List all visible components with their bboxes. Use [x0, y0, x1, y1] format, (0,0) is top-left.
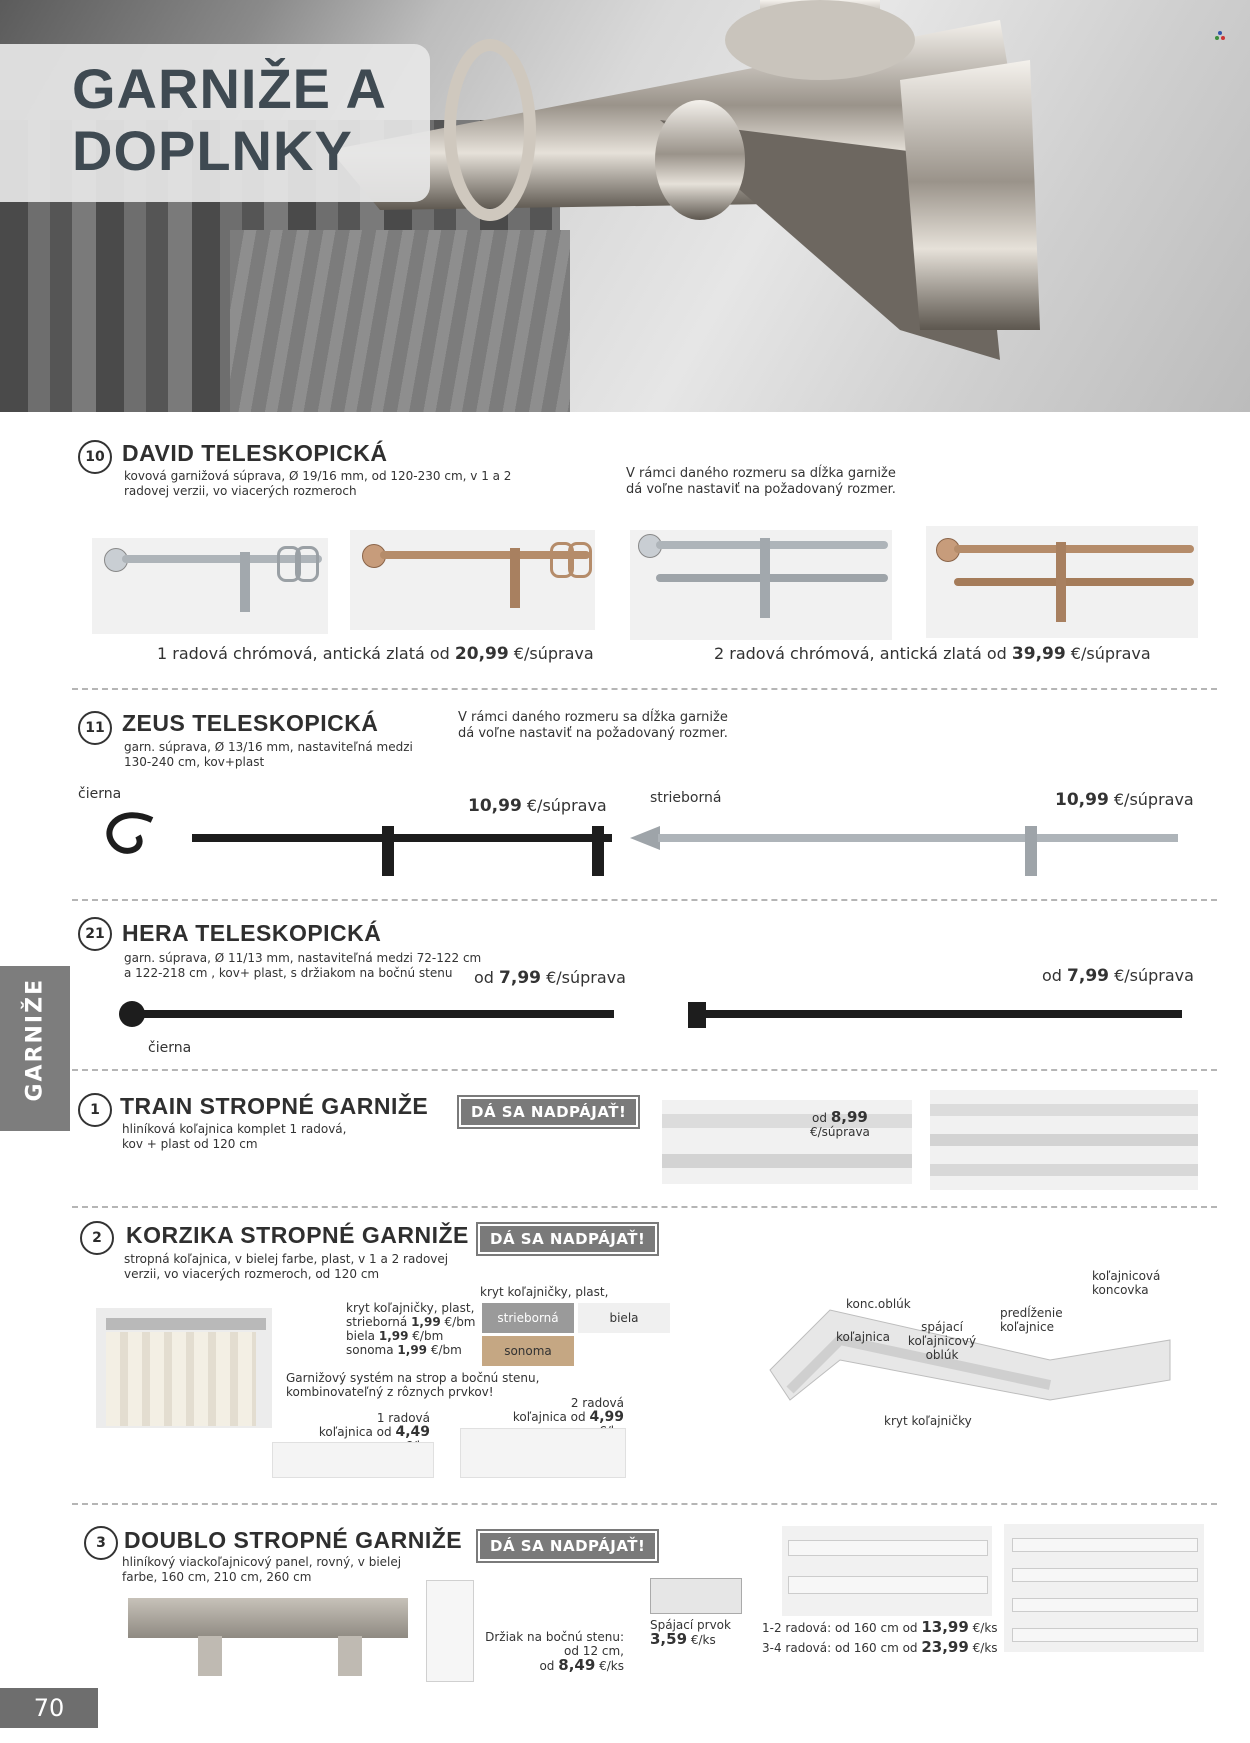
product-number: 3: [84, 1526, 118, 1560]
price-unit: €/súprava: [546, 968, 626, 987]
price-row: [1042, 966, 1194, 986]
rail-1-image: [272, 1442, 434, 1478]
price-unit: €/súprava: [810, 1125, 870, 1139]
rail-2-image: [460, 1428, 626, 1478]
section-divider: [72, 1069, 1217, 1071]
product-image-train-multi: [930, 1090, 1198, 1190]
product-image-chrome-1: [92, 538, 328, 634]
holder-unit: €/ks: [599, 1659, 624, 1673]
section-divider: [72, 1206, 1217, 1208]
price-row-12: [762, 1620, 998, 1635]
product-image-chrome-2: [630, 530, 892, 640]
product-image-gold-2: [926, 526, 1198, 638]
product-title: DAVID TELESKOPICKÁ: [122, 440, 388, 466]
rail-text: koľajnica od: [512, 1410, 586, 1424]
price-prefix: od: [1042, 966, 1062, 985]
page-title: GARNIŽE A DOPLNKY: [72, 57, 387, 182]
holder-prefix: od: [539, 1659, 555, 1673]
diagram-label-konc-oblúk: konc.oblúk: [846, 1297, 911, 1311]
side-tab-label: GARNIŽE: [22, 977, 48, 1102]
product-description: kovová garnižová súprava, Ø 19/16 mm, od 120-230 cm, v 1 a 2 radovej verzii, vo viacerých rozmeroch: [124, 469, 512, 498]
cover-unit: €/bm: [444, 1315, 476, 1329]
cover-price: 1,99: [411, 1315, 441, 1329]
variant-label: čierna: [78, 786, 122, 802]
product-description: garn. súprava, Ø 11/13 mm, nastaviteľná medzi 72-122 cm a 122-218 cm , kov+ plast, s držiakom na bočnú stenu: [124, 951, 482, 980]
price-prefix: od: [474, 968, 494, 987]
product-image-train-rails: [662, 1100, 912, 1184]
connector-value: 3,59: [650, 1630, 688, 1648]
section-divider: [72, 899, 1217, 901]
extendable-badge: DÁ SA NADPÁJAŤ!: [478, 1531, 657, 1561]
product-title: KORZIKA STROPNÉ GARNIŽE: [126, 1222, 469, 1248]
price-value: 23,99: [921, 1638, 969, 1656]
product-title: DOUBLO STROPNÉ GARNIŽE: [124, 1527, 463, 1553]
swatch-sonoma: sonoma: [482, 1336, 574, 1366]
price-line-2-row: [714, 644, 1151, 664]
price-unit: €/ks: [972, 1641, 998, 1655]
cover-row-sonoma: [346, 1343, 476, 1357]
product-image-gold-1: [350, 530, 595, 630]
price-unit: €/ks: [972, 1621, 998, 1635]
product-image-hera-rod-2: [688, 994, 1186, 1054]
cover-unit: €/bm: [412, 1329, 444, 1343]
holder-price: [482, 1630, 624, 1673]
product-image-black-rod: [92, 806, 622, 886]
cover-row-strieborna: [346, 1315, 476, 1329]
cover-title: kryt koľajničky, plast,: [346, 1301, 475, 1315]
price-prefix: od: [812, 1111, 828, 1125]
price-line-1-row: [157, 644, 594, 664]
product-number: 11: [78, 711, 112, 745]
swatch-title: kryt koľajničky, plast,: [480, 1285, 609, 1299]
price-unit: €/súprava: [1113, 790, 1194, 809]
size-note: V rámci daného rozmeru sa dĺžka garniže dá voľne nastaviť na požadovaný rozmer.: [458, 710, 728, 741]
variant-label: strieborná: [650, 790, 722, 806]
diagram-label-kolajnica: koľajnica: [836, 1330, 890, 1344]
product-image-silver-rod: [630, 806, 1185, 886]
diagram-label-predlzenie: predĺženie koľajnice: [1000, 1306, 1063, 1334]
product-title: HERA TELESKOPICKÁ: [122, 920, 382, 946]
price-value: 39,99: [1011, 644, 1066, 664]
product-description: stropná koľajnica, v bielej farbe, plast, v 1 a 2 radovej verzii, vo viacerých rozmeroch, od 120 cm: [124, 1252, 449, 1281]
holder-value: 8,49: [558, 1656, 596, 1674]
cover-name: sonoma: [346, 1343, 394, 1357]
product-title: TRAIN STROPNÉ GARNIŽE: [120, 1093, 429, 1119]
price-unit: €/súprava: [1114, 966, 1194, 985]
diagram-label-koncovka: koľajnicová koncovka: [1092, 1269, 1161, 1297]
rail-value: 4,99: [589, 1409, 624, 1425]
product-description: hliníkový viackoľajnicový panel, rovný, v bielej farbe, 160 cm, 210 cm, 260 cm: [122, 1555, 402, 1584]
connector-unit: €/ks: [690, 1633, 716, 1647]
price-text: 2 radová chrómová, antická zlatá od: [714, 644, 1007, 663]
cover-price: 1,99: [397, 1343, 428, 1357]
rail-text: koľajnica od: [318, 1425, 392, 1439]
product-number: 21: [78, 917, 112, 951]
price-value: 7,99: [1067, 966, 1109, 986]
price-text: 3-4 radová: od 160 cm od: [762, 1641, 918, 1655]
rail-value: 4,49: [395, 1424, 430, 1440]
price-value: 8,99: [830, 1108, 868, 1126]
cover-price: 1,99: [378, 1329, 409, 1343]
price-text: 1-2 radová: od 160 cm od: [762, 1621, 918, 1635]
price-unit: €/súprava: [526, 796, 607, 815]
cover-price-block: [346, 1301, 476, 1357]
page-number: 70: [33, 1694, 65, 1722]
product-number: 1: [78, 1093, 112, 1127]
extendable-badge: DÁ SA NADPÁJAŤ!: [459, 1097, 638, 1127]
price-value: 10,99: [1055, 790, 1109, 810]
rail-label: 1 radová: [376, 1411, 430, 1425]
section-divider: [72, 1503, 1217, 1505]
price-unit: €/súprava: [1070, 644, 1151, 663]
product-image-doublo-34: [1004, 1524, 1204, 1652]
price-value: 10,99: [468, 796, 522, 816]
connector-price: [650, 1618, 731, 1647]
swatch-strieborna: strieborná: [482, 1303, 574, 1333]
connector-image: [650, 1578, 742, 1614]
price-row: [810, 1110, 870, 1139]
holder-size: od 12 cm,: [564, 1644, 624, 1658]
product-image-doublo-panel: [128, 1590, 408, 1680]
cover-row-biela: [346, 1329, 476, 1343]
price-value: 13,99: [921, 1618, 969, 1636]
product-number: 2: [80, 1221, 114, 1255]
cover-name: biela: [346, 1329, 376, 1343]
price-value: 7,99: [499, 968, 541, 988]
hero-image: [0, 0, 1250, 412]
product-image-hera-rod-1: [118, 994, 618, 1054]
price-row: [474, 968, 626, 988]
cover-unit: €/bm: [430, 1343, 462, 1357]
size-note: V rámci daného rozmeru sa dĺžka garniže dá voľne nastaviť na požadovaný rozmer.: [626, 466, 896, 497]
price-row-34: [762, 1640, 998, 1655]
diagram-label-kryt: kryt koľajničky: [884, 1414, 972, 1428]
holder-label: Držiak na bočnú stenu:: [485, 1630, 624, 1644]
product-title: ZEUS TELESKOPICKÁ: [122, 710, 379, 736]
price-unit: €/súprava: [513, 644, 594, 663]
price-text: 1 radová chrómová, antická zlatá od: [157, 644, 450, 663]
price-value: 20,99: [454, 644, 509, 664]
product-description: hliníková koľajnica komplet 1 radová, kov + plast od 120 cm: [122, 1122, 347, 1151]
wall-holder-image: [426, 1580, 474, 1682]
swatch-biela: biela: [578, 1303, 670, 1333]
cover-name: strieborná: [346, 1315, 408, 1329]
product-number: 10: [78, 440, 112, 474]
product-image-doublo-12: [782, 1526, 992, 1616]
system-note: Garnižový systém na strop a bočnú stenu, kombinovateľný z rôznych prvkov!: [286, 1371, 540, 1399]
logo-dot-red: [1221, 36, 1225, 40]
logo-dot-green: [1215, 36, 1219, 40]
extendable-badge: DÁ SA NADPÁJAŤ!: [478, 1224, 657, 1254]
section-divider: [72, 688, 1217, 690]
product-description: garn. súprava, Ø 13/16 mm, nastaviteľná medzi 130-240 cm, kov+plast: [124, 740, 413, 769]
diagram-label-spajaci-oblúk: spájací koľajnicový oblúk: [907, 1320, 977, 1362]
rail-label: 2 radová: [570, 1396, 624, 1410]
variant-label: čierna: [148, 1040, 192, 1056]
logo-dot-blue: [1218, 31, 1222, 35]
connector-label: Spájací prvok: [650, 1618, 731, 1632]
product-image-curtain: [96, 1308, 272, 1428]
